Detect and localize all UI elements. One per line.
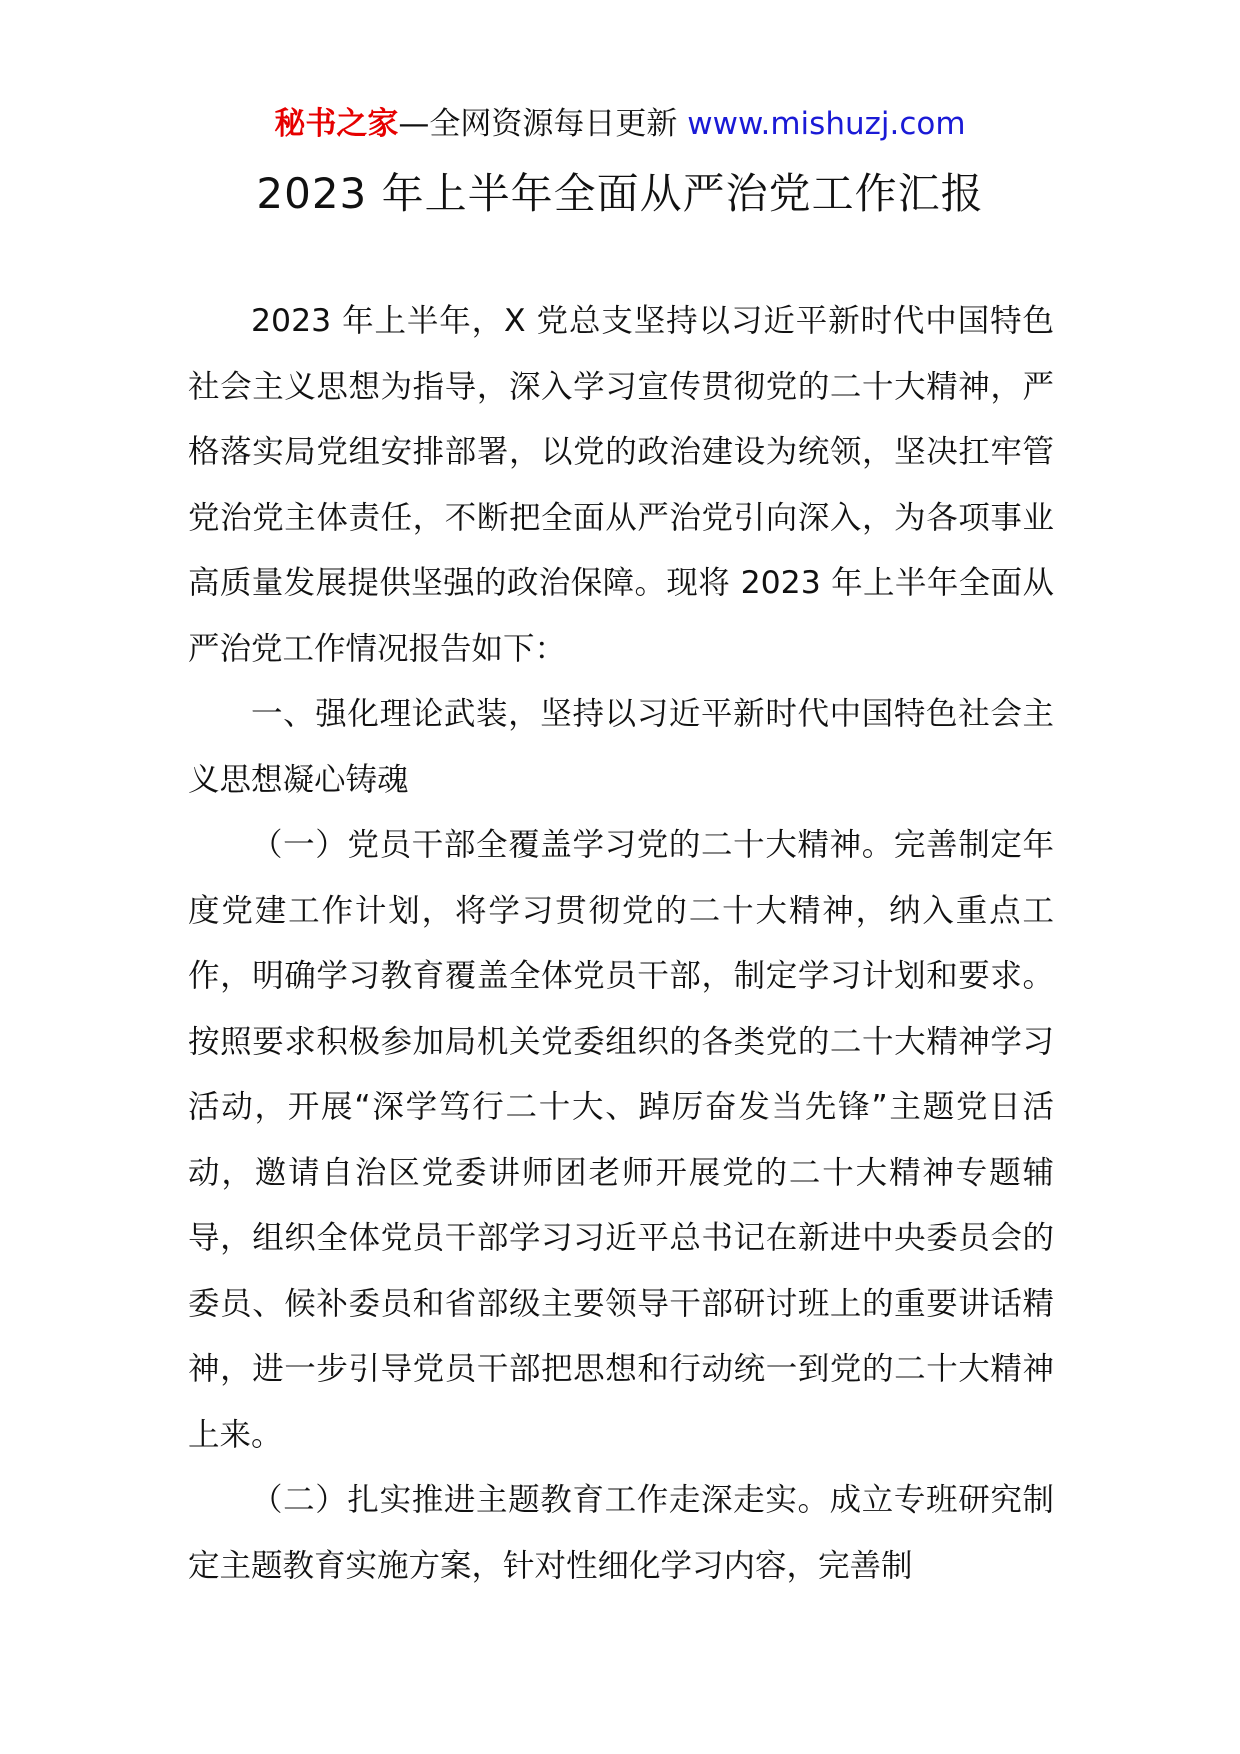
section-heading-1: 一、强化理论武装，坚持以习近平新时代中国特色社会主义思想凝心铸魂 <box>188 696 1054 798</box>
document-title: 2023 年上半年全面从严治党工作汇报 <box>256 169 984 218</box>
site-link[interactable]: www.mishuzj.com <box>687 106 966 142</box>
header-tagline: —全网资源每日更新 <box>398 106 678 142</box>
subsection-paragraph-1: （一）党员干部全覆盖学习党的二十大精神。完善制定年度党建工作计划，将学习贯彻党的二十大精神，纳入重点工作，明确学习教育覆盖全体党员干部，制定学习计划和要求。按照要求积极参加局机关党委组织的各类党的二十大精神学习活动，开展“深学笃行二十大、踔厉奋发当先锋”主题党日活动，邀请自治区党委讲师团老师开展党的二十大精神专题辅导，组织全体党员干部学习习近平总书记在新进中央委员会的委员、候补委员和省部级主要领导干部研讨班上的重要讲话精神，进一步引导党员干部把思想和行动统一到党的二十大精神上来。 <box>188 827 1054 1453</box>
subsection-paragraph-2: （二）扎实推进主题教育工作走深走实。成立专班研究制定主题教育实施方案，针对性细化学习内容，完善制 <box>188 1482 1054 1584</box>
brand-name: 秘书之家 <box>274 106 399 142</box>
document-body <box>188 289 1054 1599</box>
intro-paragraph: 2023 年上半年，X 党总支坚持以习近平新时代中国特色社会主义思想为指导，深入学习宣传贯彻党的二十大精神，严格落实局党组安排部署，以党的政治建设为统领，坚决扛牢管党治党主体责任，不断把全面从严治党引向深入，为各项事业高质量发展提供坚强的政治保障。现将 2023 年上半年全面从严治党工作情况报告如下： <box>188 303 1054 667</box>
site-header <box>0 100 1240 148</box>
